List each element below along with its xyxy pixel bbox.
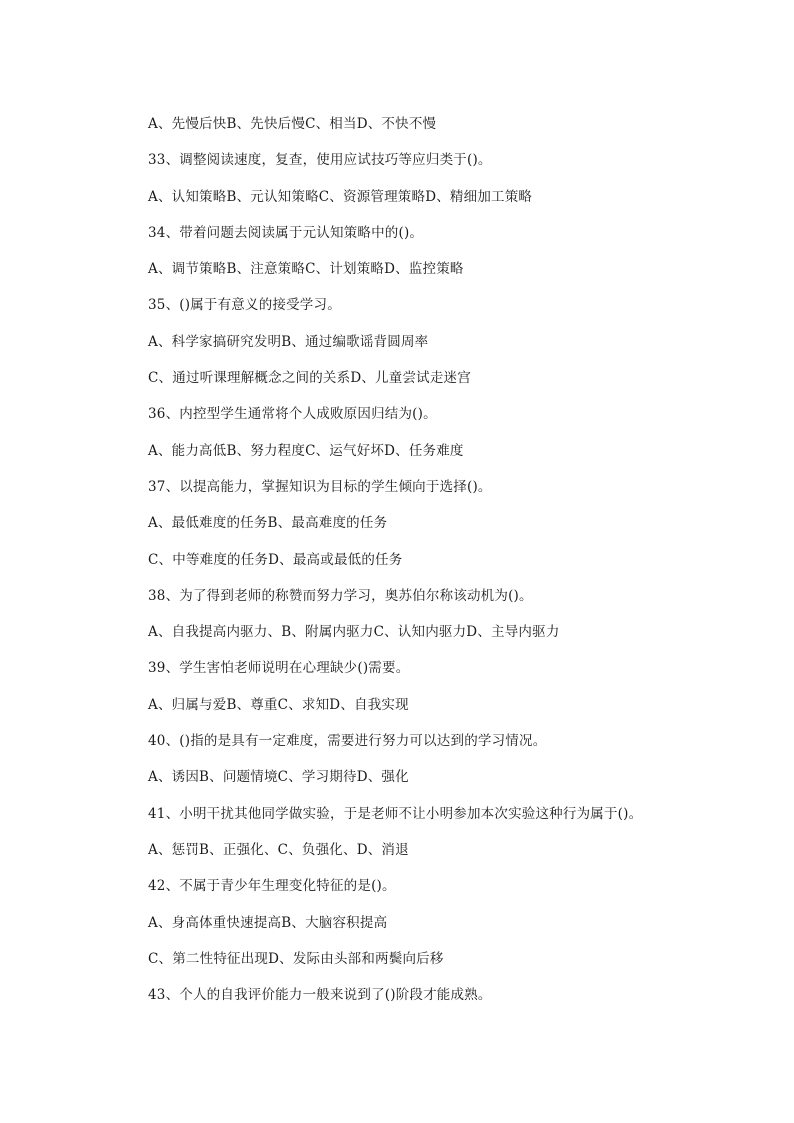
answer-options-37-ab: A、最低难度的任务B、最高难度的任务 [148, 515, 388, 532]
answer-options-33: A、认知策略B、元认知策略C、资源管理策略D、精细加工策略 [148, 188, 533, 205]
answer-options-42-cd: C、第二性特征出现D、发际由头部和两鬓向后移 [148, 950, 444, 967]
question-36: 36、内控型学生通常将个人成败原因归结为()。 [148, 406, 437, 423]
question-33: 33、调整阅读速度，复查，使用应试技巧等应归类于()。 [148, 152, 492, 169]
answer-options-35-cd: C、通过听课理解概念之间的关系D、儿童尝试走迷宫 [148, 370, 471, 387]
question-34: 34、带着问题去阅读属于元认知策略中的()。 [148, 224, 424, 241]
answer-options-40: A、诱因B、问题情境C、学习期待D、强化 [148, 769, 409, 786]
question-43: 43、个人的自我评价能力一般来说到了()阶段才能成熟。 [148, 987, 492, 1004]
question-38: 38、为了得到老师的称赞而努力学习，奥苏伯尔称该动机为()。 [148, 587, 533, 604]
question-39: 39、学生害怕老师说明在心理缺少()需要。 [148, 660, 410, 677]
answer-options-41: A、惩罚B、正强化、C、负强化、D、消退 [148, 841, 409, 858]
answer-options-32: A、先慢后快B、先快后慢C、相当D、不快不慢 [148, 116, 437, 132]
answer-options-39: A、归属与爱B、尊重C、求知D、自我实现 [148, 696, 409, 713]
answer-options-35-ab: A、科学家搞研究发明B、通过编歌谣背圆周率 [148, 333, 429, 350]
question-41: 41、小明干扰其他同学做实验，于是老师不让小明参加本次实验这种行为属于()。 [148, 805, 643, 822]
question-35: 35、()属于有意义的接受学习。 [148, 297, 341, 314]
answer-options-36: A、能力高低B、努力程度C、运气好坏D、任务难度 [148, 442, 464, 459]
answer-options-38: A、自我提高内驱力、B、附属内驱力C、认知内驱力D、主导内驱力 [148, 624, 560, 641]
question-37: 37、以提高能力，掌握知识为目标的学生倾向于选择()。 [148, 478, 492, 495]
question-40: 40、()指的是具有一定难度，需要进行努力可以达到的学习情况。 [148, 733, 547, 750]
question-list [148, 112, 768, 1019]
answer-options-34: A、调节策略B、注意策略C、计划策略D、监控策略 [148, 261, 464, 278]
answer-options-37-cd: C、中等难度的任务D、最高或最低的任务 [148, 551, 403, 568]
answer-options-42-ab: A、身高体重快速提高B、大脑容积提高 [148, 914, 388, 931]
question-42: 42、不属于青少年生理变化特征的是()。 [148, 878, 396, 895]
